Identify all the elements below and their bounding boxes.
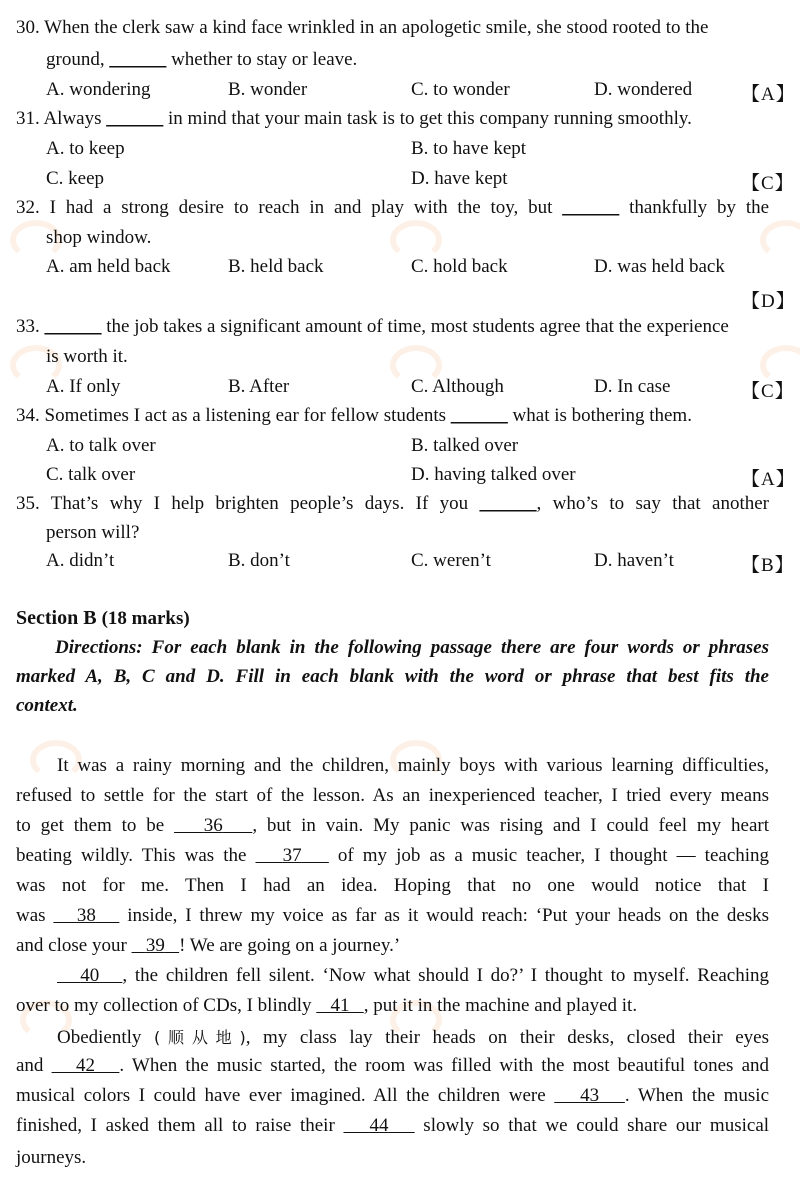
question-35-stem-line2: person will? [46,522,140,543]
option-c: C. Although [411,376,504,397]
option-c: C. talk over [46,464,136,485]
passage-line: was 38 inside, I threw my voice as far as it would reach: ‘Put your heads on the desks [16,905,770,926]
question-30-stem: 30. When the clerk saw a kind face wrinkled in an apologetic smile, she stood rooted to the [16,17,709,38]
option-a: A. wondering [46,79,151,100]
blank-42: 42 [75,1055,95,1076]
option-d: D. have kept [411,168,508,189]
answer-blank: ______ [109,49,167,70]
answer-blank: ______ [44,316,102,337]
option-c: C. weren’t [411,550,491,571]
question-30-stem-line2: ground, ______ whether to stay or leave. [46,49,358,70]
option-b: B. After [228,376,290,397]
passage-line: musical colors I could have ever imagined. All the children were 43 . When the music [16,1085,770,1106]
blank-44: 44 [369,1115,389,1136]
option-a: A. didn’t [46,550,115,571]
option-d: D. having talked over [411,464,576,485]
question-35-stem: 35. That’s why I help brighten people’s days. If you ______, who’s to say that another [16,493,770,514]
option-d: D. was held back [594,256,725,277]
blank-36: 36 [203,815,223,836]
option-b: B. wonder [228,79,308,100]
answer-blank: ______ [562,197,620,218]
option-b: B. to have kept [411,138,527,159]
option-a: A. to keep [46,138,125,159]
option-a: A. to talk over [46,435,156,456]
option-d: D. wondered [594,79,693,100]
passage-line: and close your 39 ! We are going on a journey.’ [16,935,401,956]
passage-line: to get them to be 36 , but in vain. My panic was rising and I could feel my heart [16,815,769,836]
answer-key: 【A】 [741,84,796,105]
passage-line: refused to settle for the start of the lesson. As an inexperienced teacher, I tried every means [16,785,769,806]
option-a: A. am held back [46,256,171,277]
option-c: C. keep [46,168,105,189]
option-b: B. held back [228,256,324,277]
option-c: C. hold back [411,256,508,277]
section-b-directions-line1: Directions: For each blank in the following passage there are four words or phrases [55,637,769,658]
answer-key: 【C】 [741,173,795,194]
option-b: B. talked over [411,435,519,456]
answer-key: 【B】 [741,555,795,576]
question-34-stem: 34. Sometimes I act as a listening ear for fellow students ______ what is bothering them. [16,405,692,426]
passage-line: It was a rainy morning and the children, mainly boys with various learning difficulties, [57,755,769,776]
question-32-stem-line2: shop window. [46,227,152,248]
passage-line: finished, I asked them all to raise their 44 slowly so that we could share our musical [16,1115,770,1136]
blank-41: 41 [330,995,350,1016]
option-b: B. don’t [228,550,290,571]
option-d: D. In case [594,376,671,397]
answer-blank: ______ [479,493,537,514]
answer-blank: ______ [450,405,508,426]
section-b-title: Section B (18 marks) [16,607,190,629]
blank-40: 40 [80,965,100,986]
passage-line: Obediently (顺从地), my class lay their heads on their desks, closed their eyes [57,1027,769,1048]
answer-key: 【A】 [741,469,796,490]
passage-line: was not for me. Then I had an idea. Hoping that no one would notice that I [16,875,769,896]
answer-key: 【D】 [741,291,796,312]
option-a: A. If only [46,376,121,397]
answer-key: 【C】 [741,381,795,402]
blank-39: 39 [145,935,165,956]
passage-line: over to my collection of CDs, I blindly 41 , put it in the machine and played it. [16,995,638,1016]
passage-line: journeys. [16,1147,87,1168]
question-33-stem-line2: is worth it. [46,346,128,367]
answer-blank: ______ [106,108,164,129]
section-b-directions-line3: context. [16,695,78,716]
option-d: D. haven’t [594,550,674,571]
question-32-stem: 32. I had a strong desire to reach in and play with the toy, but ______ thankfully by the [16,197,770,218]
question-31-stem: 31. Always ______ in mind that your main task is to get this company running smoothly. [16,108,692,129]
question-33-stem: 33. ______ the job takes a significant amount of time, most students agree that the experience [16,316,729,337]
blank-43: 43 [580,1085,600,1106]
passage-line: 40 , the children fell silent. ‘Now what should I do?’ I thought to myself. Reaching [57,965,769,987]
passage-line: and 42 . When the music started, the room was filled with the most beautiful tones and [16,1055,770,1076]
blank-38: 38 [76,905,96,926]
option-c: C. to wonder [411,79,510,100]
passage-line: beating wildly. This was the 37 of my job as a music teacher, I thought — teaching [16,845,770,866]
blank-37: 37 [282,845,302,866]
section-b-directions-line2: marked A, B, C and D. Fill in each blank with the word or phrase that best fits the [16,666,769,687]
